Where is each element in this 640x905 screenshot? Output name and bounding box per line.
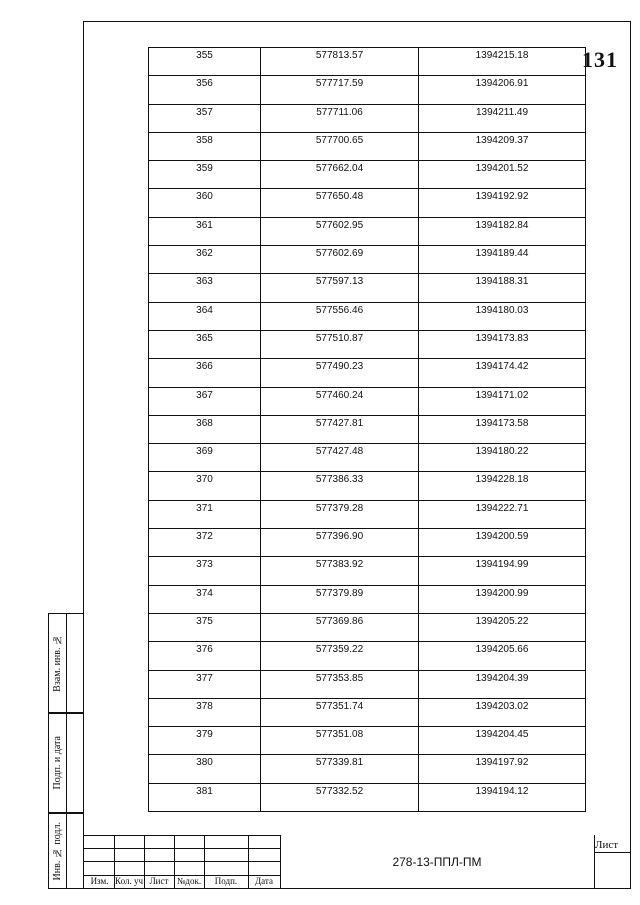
y-coordinate: 1394182.84	[419, 217, 586, 245]
point-number: 363	[149, 274, 261, 302]
table-row	[149, 415, 586, 443]
x-coordinate: 577339.81	[261, 755, 419, 783]
side-label-inv-podl: Инв. № подл.	[52, 821, 63, 881]
table-row	[149, 359, 586, 387]
table-row	[149, 48, 586, 76]
table-row	[149, 387, 586, 415]
point-number: 379	[149, 727, 261, 755]
y-coordinate: 1394180.22	[419, 444, 586, 472]
x-coordinate: 577700.65	[261, 132, 419, 160]
y-coordinate: 1394204.39	[419, 670, 586, 698]
y-coordinate: 1394192.92	[419, 189, 586, 217]
x-coordinate: 577602.69	[261, 246, 419, 274]
y-coordinate: 1394200.59	[419, 529, 586, 557]
y-coordinate: 1394209.37	[419, 132, 586, 160]
x-coordinate: 577353.85	[261, 670, 419, 698]
table-row	[149, 642, 586, 670]
point-number: 373	[149, 557, 261, 585]
x-coordinate: 577813.57	[261, 48, 419, 76]
stamp-header-izm: Изм.	[90, 876, 109, 886]
x-coordinate: 577359.22	[261, 642, 419, 670]
y-coordinate: 1394228.18	[419, 472, 586, 500]
x-coordinate: 577510.87	[261, 330, 419, 358]
point-number: 356	[149, 76, 261, 104]
table-row	[149, 132, 586, 160]
table-row	[149, 755, 586, 783]
y-coordinate: 1394171.02	[419, 387, 586, 415]
point-number: 371	[149, 500, 261, 528]
stamp-header-kol-uch: Кол. уч	[115, 876, 143, 886]
y-coordinate: 1394173.83	[419, 330, 586, 358]
table-row	[149, 76, 586, 104]
table-row	[149, 585, 586, 613]
table-row	[149, 444, 586, 472]
point-number: 369	[149, 444, 261, 472]
table-row	[149, 330, 586, 358]
point-number: 381	[149, 783, 261, 811]
side-label-podp-data: Подп. и дата	[52, 736, 63, 790]
coordinates-table	[148, 47, 586, 812]
x-coordinate: 577386.33	[261, 472, 419, 500]
table-row	[149, 274, 586, 302]
side-label-vzam: Взам. инв. №	[52, 634, 63, 692]
table-row	[149, 698, 586, 726]
y-coordinate: 1394174.42	[419, 359, 586, 387]
table-row	[149, 104, 586, 132]
y-coordinate: 1394204.45	[419, 727, 586, 755]
side-stamp-vzam	[48, 613, 83, 713]
point-number: 362	[149, 246, 261, 274]
y-coordinate: 1394211.49	[419, 104, 586, 132]
x-coordinate: 577602.95	[261, 217, 419, 245]
point-number: 359	[149, 161, 261, 189]
x-coordinate: 577490.23	[261, 359, 419, 387]
table-row	[149, 472, 586, 500]
side-stamp-inv	[48, 813, 83, 889]
document-code: 278-13-ППЛ-ПМ	[392, 855, 482, 869]
stamp-header-data: Дата	[255, 876, 273, 886]
x-coordinate: 577351.74	[261, 698, 419, 726]
x-coordinate: 577383.92	[261, 557, 419, 585]
sheet-label: Лист	[595, 839, 619, 851]
point-number: 367	[149, 387, 261, 415]
x-coordinate: 577556.46	[261, 302, 419, 330]
point-number: 375	[149, 613, 261, 641]
point-number: 370	[149, 472, 261, 500]
table-row	[149, 727, 586, 755]
point-number: 360	[149, 189, 261, 217]
title-block	[83, 835, 631, 889]
y-coordinate: 1394197.92	[419, 755, 586, 783]
table-row	[149, 500, 586, 528]
stamp-header-podp: Подп.	[214, 876, 238, 886]
point-number: 377	[149, 670, 261, 698]
x-coordinate: 577711.06	[261, 104, 419, 132]
point-number: 380	[149, 755, 261, 783]
table-row	[149, 246, 586, 274]
x-coordinate: 577650.48	[261, 189, 419, 217]
x-coordinate: 577396.90	[261, 529, 419, 557]
x-coordinate: 577597.13	[261, 274, 419, 302]
page-number: 131	[582, 47, 618, 72]
y-coordinate: 1394222.71	[419, 500, 586, 528]
table-row	[149, 670, 586, 698]
point-number: 358	[149, 132, 261, 160]
point-number: 357	[149, 104, 261, 132]
y-coordinate: 1394194.12	[419, 783, 586, 811]
x-coordinate: 577379.28	[261, 500, 419, 528]
x-coordinate: 577460.24	[261, 387, 419, 415]
point-number: 376	[149, 642, 261, 670]
y-coordinate: 1394205.22	[419, 613, 586, 641]
point-number: 372	[149, 529, 261, 557]
table-row	[149, 557, 586, 585]
stamp-header-ndok: №док.	[176, 876, 202, 886]
side-stamp-podp	[48, 713, 83, 813]
table-row	[149, 302, 586, 330]
point-number: 366	[149, 359, 261, 387]
table-row	[149, 161, 586, 189]
point-number: 365	[149, 330, 261, 358]
table-row	[149, 217, 586, 245]
stamp-header-list: Лист	[149, 876, 169, 886]
point-number: 368	[149, 415, 261, 443]
table-row	[149, 529, 586, 557]
x-coordinate: 577332.52	[261, 783, 419, 811]
point-number: 355	[149, 48, 261, 76]
y-coordinate: 1394188.31	[419, 274, 586, 302]
y-coordinate: 1394203.02	[419, 698, 586, 726]
y-coordinate: 1394205.66	[419, 642, 586, 670]
y-coordinate: 1394194.99	[419, 557, 586, 585]
table-row	[149, 783, 586, 811]
y-coordinate: 1394173.58	[419, 415, 586, 443]
x-coordinate: 577427.48	[261, 444, 419, 472]
y-coordinate: 1394200.99	[419, 585, 586, 613]
y-coordinate: 1394201.52	[419, 161, 586, 189]
point-number: 361	[149, 217, 261, 245]
y-coordinate: 1394180.03	[419, 302, 586, 330]
table-row	[149, 613, 586, 641]
y-coordinate: 1394215.18	[419, 48, 586, 76]
x-coordinate: 577379.89	[261, 585, 419, 613]
table-row	[149, 189, 586, 217]
y-coordinate: 1394206.91	[419, 76, 586, 104]
x-coordinate: 577369.86	[261, 613, 419, 641]
x-coordinate: 577351.08	[261, 727, 419, 755]
point-number: 374	[149, 585, 261, 613]
x-coordinate: 577427.81	[261, 415, 419, 443]
x-coordinate: 577717.59	[261, 76, 419, 104]
x-coordinate: 577662.04	[261, 161, 419, 189]
point-number: 364	[149, 302, 261, 330]
y-coordinate: 1394189.44	[419, 246, 586, 274]
point-number: 378	[149, 698, 261, 726]
